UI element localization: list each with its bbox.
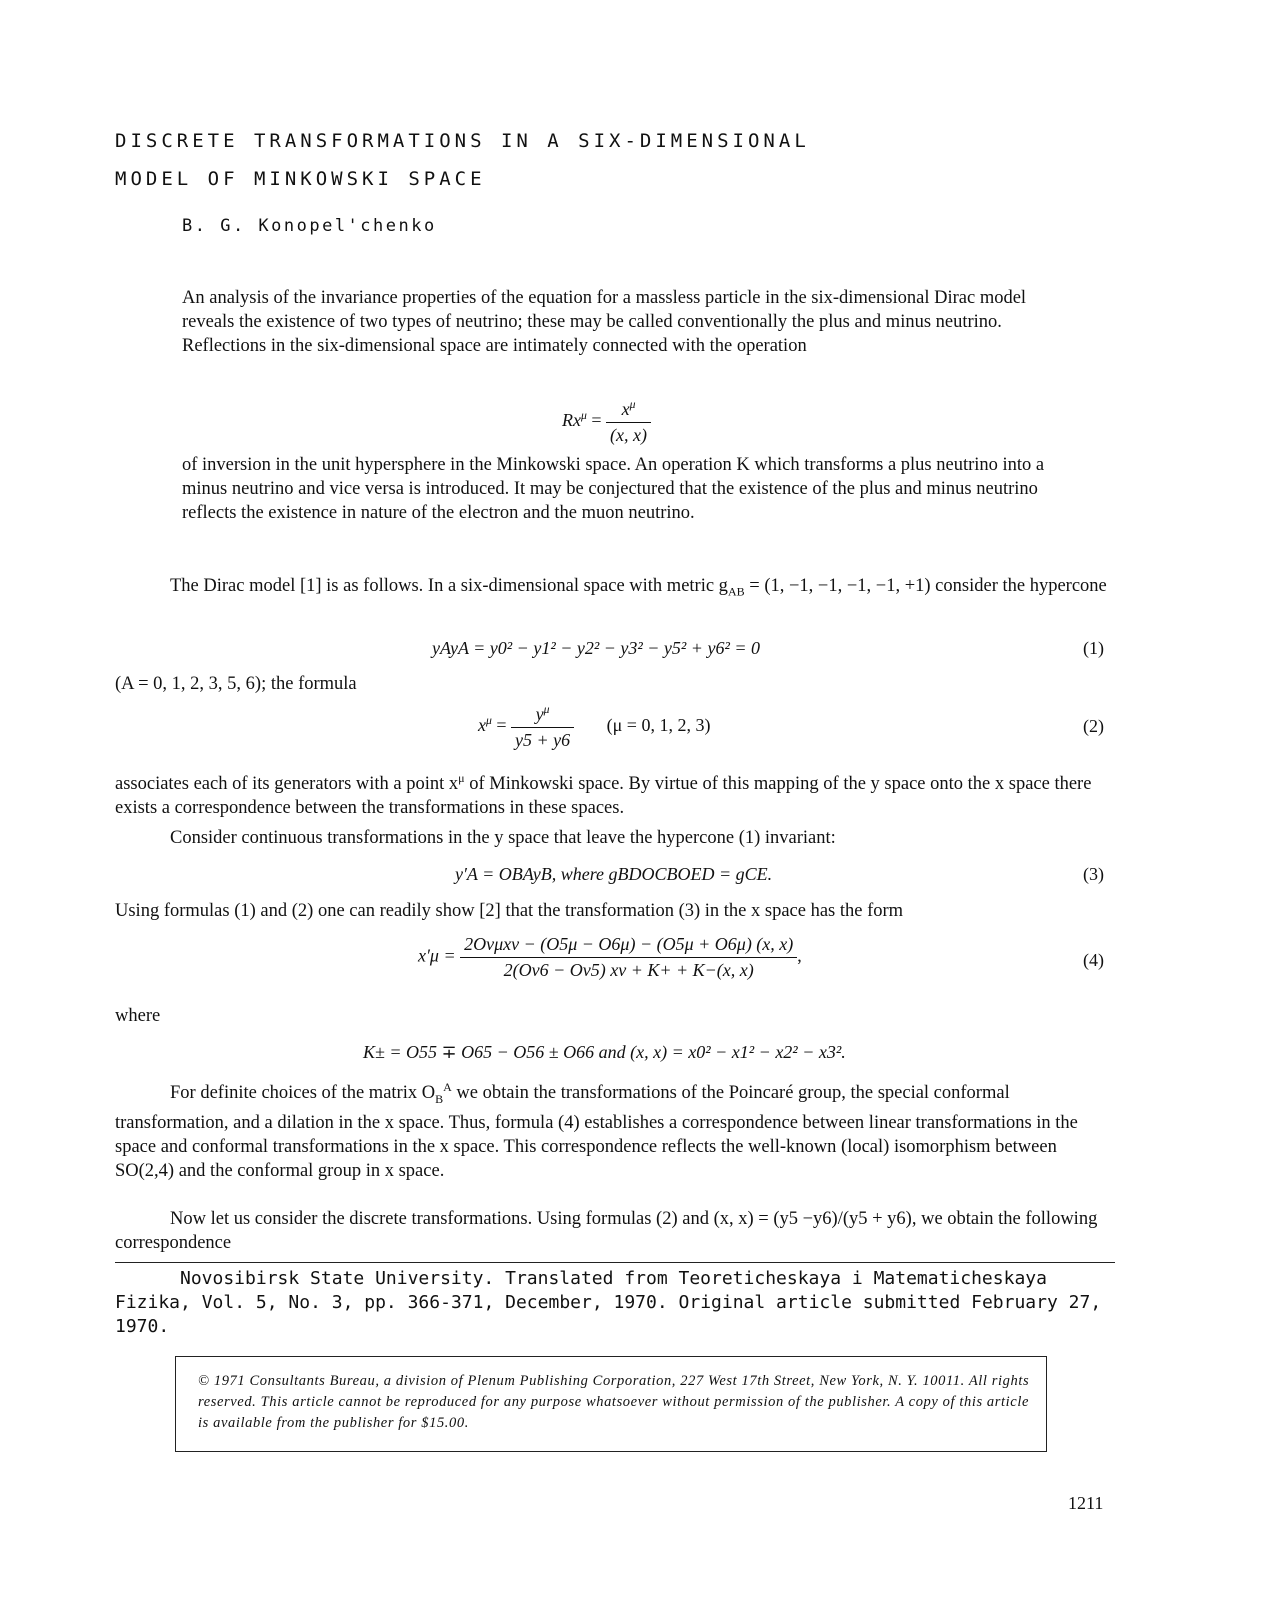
abstract-part-2: of inversion in the unit hypersphere in the Minkowski space. An operation K which transforms a plus neutrino into a minus neutrino and vice versa is introduced. It may be conjectured that the existence of the plus and minus neutrino reflects the existence in nature of the electron and the muon neutrino. bbox=[182, 455, 1045, 523]
discrete-text: Now let us consider the discrete transformations. Using formulas (2) and (x, x) = (y5 −y6)/(y5 + y6), we obtain the following correspondence bbox=[115, 1209, 1098, 1253]
paragraph-definite-choices bbox=[115, 1075, 1115, 1183]
equation-2-lhs: x bbox=[478, 715, 486, 736]
equation-2-denominator: y5 + y6 bbox=[511, 727, 574, 751]
dirac-text-a: The Dirac model [1] is as follows. In a six-dimensional space with metric g bbox=[170, 576, 728, 596]
paragraph-dirac-model bbox=[115, 574, 1115, 604]
inversion-equals: = bbox=[591, 410, 602, 431]
paragraph-using-formulas: Using formulas (1) and (2) one can readily show [2] that the transformation (3) in the x space has the form bbox=[115, 901, 904, 921]
page-number: 1211 bbox=[1068, 1493, 1104, 1513]
equation-3-number: (3) bbox=[1083, 864, 1104, 884]
equation-4-comma: , bbox=[797, 945, 802, 966]
equation-1-number: (1) bbox=[1083, 638, 1104, 658]
equation-2-number: (2) bbox=[1083, 716, 1104, 736]
equation-2 bbox=[478, 703, 710, 751]
author: B. G. Konopel'chenko bbox=[182, 216, 437, 236]
inversion-numerator: x bbox=[621, 399, 630, 419]
generators-text-a: associates each of its generators with a point x bbox=[115, 774, 459, 795]
choices-text-b: we obtain the transformations of the Poincaré group, the special conformal transformation, and a dilation in the x space. Thus, formula (4) establishes a correspondence between linear transformations in the space and conformal transformations in the x space. This correspondence reflects the well-known (local) isomorphism between SO(2,4) and the conformal group in x space. bbox=[115, 1083, 1078, 1181]
equation-4-number: (4) bbox=[1083, 950, 1104, 970]
inversion-denominator: (x, x) bbox=[606, 422, 651, 446]
paragraph-formula: (A = 0, 1, 2, 3, 5, 6); the formula bbox=[115, 674, 357, 694]
inversion-equation bbox=[562, 398, 651, 446]
title-line-1: DISCRETE TRANSFORMATIONS IN A SIX-DIMENSIONAL bbox=[115, 130, 810, 152]
equation-2-equals: = bbox=[496, 715, 507, 736]
abstract-part-1: An analysis of the invariance properties of the equation for a massless particle in the six-dimensional Dirac model reveals the existence of two types of neutrino; these may be called conventionally the plus and minus neutrino. Reflections in the six-dimensional space are intimately connected with the operation bbox=[182, 288, 1027, 356]
equation-4 bbox=[418, 934, 802, 981]
equation-2-condition: (μ = 0, 1, 2, 3) bbox=[606, 715, 711, 736]
copyright-box bbox=[175, 1356, 1047, 1452]
dirac-text-b: = (1, −1, −1, −1, −1, +1) consider the hypercone bbox=[744, 576, 1107, 596]
equation-3: y′A = OBAyB, where gBDOCBOED = gCE. bbox=[455, 864, 773, 884]
k-definition: K± = O55 ∓ O65 − O56 ± O66 and (x, x) = x0² − x1² − x2² − x3². bbox=[363, 1042, 846, 1062]
footnote-divider bbox=[115, 1262, 1115, 1263]
inversion-lhs: Rx bbox=[562, 410, 581, 431]
equation-2-lhs-sup: μ bbox=[486, 714, 492, 728]
paragraph-continuous bbox=[115, 826, 1115, 850]
choices-text-a: For definite choices of the matrix O bbox=[170, 1083, 436, 1104]
title-line-2: MODEL OF MINKOWSKI SPACE bbox=[115, 168, 486, 190]
footnote-text: Novosibirsk State University. Translated from Teoreticheskaya i Matematicheskaya Fizika, Vol. 5, No. 3, pp. 366-371, December, 1970. Original article submitted February 27, 1970. bbox=[115, 1268, 1102, 1337]
equation-2-numerator-sup: μ bbox=[543, 703, 550, 716]
generators-sup: μ bbox=[458, 771, 465, 785]
paragraph-where: where bbox=[115, 1006, 161, 1026]
footnote bbox=[115, 1267, 1115, 1339]
equation-4-fraction bbox=[460, 934, 797, 981]
inversion-fraction bbox=[606, 398, 651, 446]
continuous-text: Consider continuous transformations in the y space that leave the hypercone (1) invariant: bbox=[170, 828, 836, 848]
paragraph-generators bbox=[115, 766, 1115, 820]
generators-text-b: of Minkowski space. By virtue of this mapping of the y space onto the x space there exists a correspondence between the transformations in these spaces. bbox=[115, 774, 1092, 819]
equation-4-denominator: 2(Oν6 − Oν5) xν + K+ + K−(x, x) bbox=[460, 957, 797, 981]
inversion-numerator-sup: μ bbox=[629, 398, 636, 411]
inversion-lhs-sup: μ bbox=[580, 409, 587, 423]
metric-subscript: AB bbox=[727, 584, 745, 599]
equation-4-numerator: 2Oνμxν − (O5μ − O6μ) − (O5μ + O6μ) (x, x) bbox=[464, 934, 794, 954]
matrix-subscript: B bbox=[435, 1091, 444, 1106]
copyright-text: © 1971 Consultants Bureau, a division of Plenum Publishing Corporation, 227 West 17th Street, New York, N. Y. 10011. All rights reserved. This article cannot be reproduced for any purpose whatsoever without permission of the publisher. A copy of this article is available from the publisher for $15.00. bbox=[198, 1373, 1030, 1431]
paragraph-discrete bbox=[115, 1207, 1115, 1255]
matrix-superscript: A bbox=[443, 1080, 452, 1094]
equation-2-numerator: y bbox=[535, 704, 544, 724]
equation-4-lhs: x′μ = bbox=[418, 945, 456, 966]
equation-2-fraction bbox=[511, 703, 574, 751]
equation-1: yAyA = y0² − y1² − y2² − y3² − y5² + y6² = 0 bbox=[432, 638, 760, 658]
